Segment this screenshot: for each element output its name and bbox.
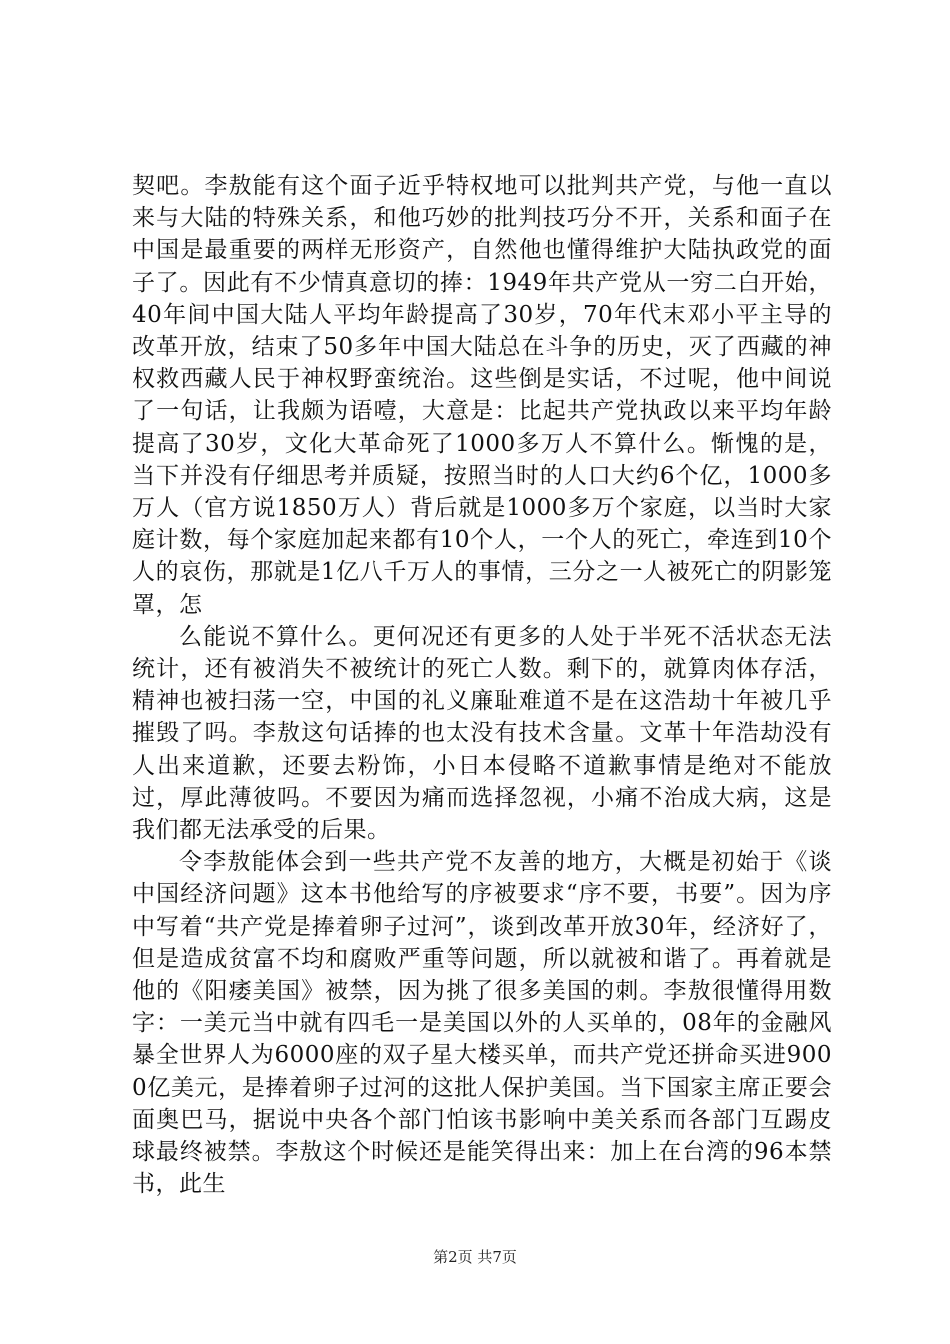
document-page [132,170,832,1201]
page-number-footer: 第2页 共7页 [433,1248,517,1266]
paragraph-3: 令李敖能体会到一些共产党不友善的地方，大概是初始于《谈中国经济问题》这本书他给写的序被要求“序不要，书要”。因为序中写着“共产党是捧着卵子过河”，谈到改革开放30年，经济好了，但是造成贫富不均和腐败严重等问题，所以就被和谐了。再着就是他的《阳痿美国》被禁，因为挑了很多美国的刺。李敖很懂得用数字：一美元当中就有四毛一是美国以外的人买单的，08年的金融风暴全世界人为6000座的双子星大楼买单，而共产党还拼命买进9000亿美元，是捧着卵子过河的这批人保护美国。当下国家主席正要会面奥巴马，据说中央各个部门怕该书影响中美关系而各部门互踢皮球最终被禁。李敖这个时候还是能笑得出来：加上在台湾的96本禁书，此生 [132,849,832,1198]
paragraph-1: 契吧。李敖能有这个面子近乎特权地可以批判共产党，与他一直以来与大陆的特殊关系，和他巧妙的批判技巧分不开，关系和面子在中国是最重要的两样无形资产，自然他也懂得维护大陆执政党的面子了。因此有不少情真意切的捧：1949年共产党从一穷二白开始，40年间中国大陆人平均年龄提高了30岁，70年代末邓小平主导的改革开放，结束了50多年中国大陆总在斗争的历史，灭了西藏的神权救西藏人民于神权野蛮统治。这些倒是实话，不过呢，他中间说了一句话，让我颇为语噎，大意是：比起共产党执政以来平均年龄提高了30岁，文化大革命死了1000多万人不算什么。惭愧的是，当下并没有仔细思考并质疑，按照当时的人口大约6个亿，1000多万人（官方说1850万人）背后就是1000多万个家庭，以当时大家庭计数，每个家庭加起来都有10个人，一个人的死亡，牵连到10个人的哀伤，那就是1亿八千万人的事情，三分之一人被死亡的阴影笼罩，怎 [132,173,832,618]
paragraph-2: 么能说不算什么。更何况还有更多的人处于半死不活状态无法统计，还有被消失不被统计的死亡人数。剩下的，就算肉体存活，精神也被扫荡一空，中国的礼义廉耻难道不是在这浩劫十年被几乎摧毁了吗。李敖这句话捧的也太没有技术含量。文革十年浩劫没有人出来道歉，还要去粉饰，小日本侵略不道歉事情是绝对不能放过，厚此薄彼吗。不要因为痛而选择忽视，小痛不治成大病，这是我们都无法承受的后果。 [132,623,832,844]
